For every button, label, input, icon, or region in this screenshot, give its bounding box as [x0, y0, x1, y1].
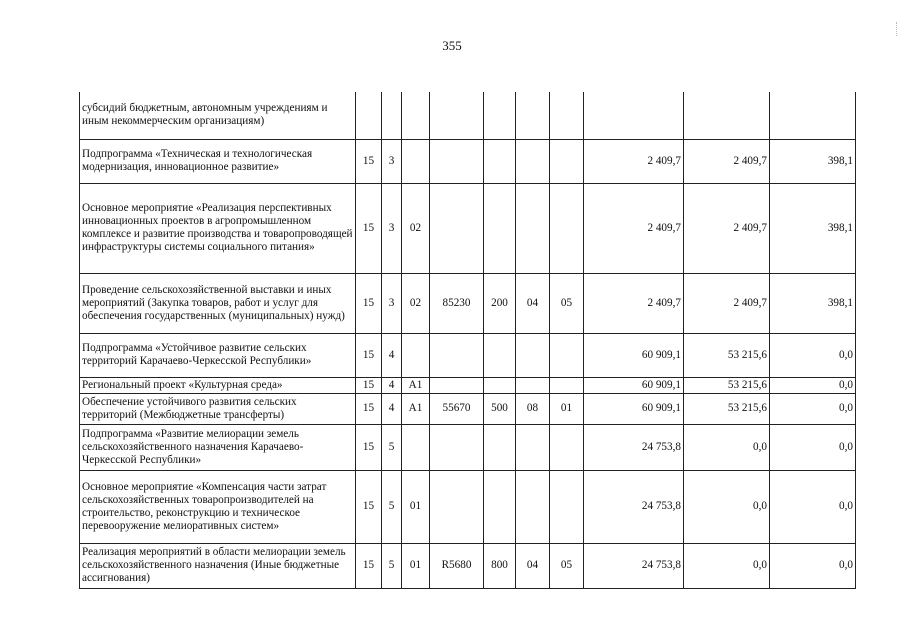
row-name: Основное мероприятие «Компенсация части затрат сельскохозяйственных товаропроизводителей на строительство, реконструкцию и техническое перевооружение мелиоративных систем»	[80, 470, 356, 543]
cell-code-1: 15	[356, 139, 382, 183]
cell-value-1: 2 409,7	[584, 183, 684, 273]
cell-code-3: A1	[402, 377, 430, 393]
cell-code-7: 05	[550, 273, 584, 333]
table-row	[80, 393, 856, 424]
cell-code-7	[550, 424, 584, 470]
page-edge-mark	[896, 22, 900, 36]
cell-code-4	[430, 424, 484, 470]
cell-code-3: 02	[402, 273, 430, 333]
cell-value-1: 2 409,7	[584, 273, 684, 333]
cell-code-2	[382, 92, 402, 139]
cell-code-2: 4	[382, 333, 402, 377]
cell-code-4	[430, 183, 484, 273]
cell-code-5	[484, 139, 516, 183]
row-name: Проведение сельскохозяйственной выставки и иных мероприятий (Закупка товаров, работ и услуг для обеспечения государственных (муниципальных) нужд)	[80, 273, 356, 333]
row-name: Основное мероприятие «Реализация перспективных инновационных проектов в агропромышленном комплексе и развитие производства и товаропроводящей инфраструктуры системы социального питания»	[80, 183, 356, 273]
cell-code-1: 15	[356, 393, 382, 424]
row-name: Подпрограмма «Развитие мелиорации земель сельскохозяйственного назначения Карачаево-Черкесской Республики»	[80, 424, 356, 470]
cell-code-5	[484, 92, 516, 139]
cell-code-3: 02	[402, 183, 430, 273]
cell-code-1: 15	[356, 543, 382, 588]
cell-code-6	[516, 470, 550, 543]
cell-code-4	[430, 470, 484, 543]
cell-value-2: 0,0	[684, 424, 770, 470]
table-row	[80, 543, 856, 588]
table-row	[80, 333, 856, 377]
table-row	[80, 377, 856, 393]
cell-value-3: 0,0	[770, 424, 856, 470]
cell-code-2: 3	[382, 139, 402, 183]
cell-value-2: 53 215,6	[684, 333, 770, 377]
cell-code-7: 05	[550, 543, 584, 588]
cell-code-5: 800	[484, 543, 516, 588]
cell-code-6: 04	[516, 543, 550, 588]
cell-value-3: 0,0	[770, 470, 856, 543]
cell-code-7	[550, 333, 584, 377]
cell-code-1: 15	[356, 424, 382, 470]
cell-code-2: 5	[382, 470, 402, 543]
cell-code-3: 01	[402, 543, 430, 588]
cell-code-1: 15	[356, 377, 382, 393]
table-row	[80, 183, 856, 273]
cell-code-7	[550, 377, 584, 393]
cell-value-1: 2 409,7	[584, 139, 684, 183]
cell-value-1: 24 753,8	[584, 424, 684, 470]
cell-code-7	[550, 92, 584, 139]
cell-value-2: 53 215,6	[684, 377, 770, 393]
cell-value-2: 0,0	[684, 470, 770, 543]
cell-code-1: 15	[356, 333, 382, 377]
cell-value-2: 2 409,7	[684, 139, 770, 183]
cell-code-6	[516, 424, 550, 470]
cell-code-1	[356, 92, 382, 139]
table-row	[80, 92, 856, 139]
cell-code-5	[484, 333, 516, 377]
cell-code-4	[430, 92, 484, 139]
cell-value-2: 2 409,7	[684, 273, 770, 333]
row-name: Обеспечение устойчивого развития сельских территорий (Межбюджетные трансферты)	[80, 393, 356, 424]
cell-code-6	[516, 333, 550, 377]
cell-code-5: 200	[484, 273, 516, 333]
cell-value-3: 398,1	[770, 139, 856, 183]
cell-value-1	[584, 92, 684, 139]
page-number: 355	[442, 38, 462, 53]
cell-code-2: 3	[382, 183, 402, 273]
table-row	[80, 273, 856, 333]
cell-value-2: 2 409,7	[684, 183, 770, 273]
budget-table	[79, 92, 856, 589]
cell-code-5	[484, 183, 516, 273]
cell-value-2: 53 215,6	[684, 393, 770, 424]
row-name: Подпрограмма «Техническая и технологическая модернизация, инновационное развитие»	[80, 139, 356, 183]
cell-value-3: 0,0	[770, 543, 856, 588]
cell-code-7: 01	[550, 393, 584, 424]
row-name: Реализация мероприятий в области мелиорации земель сельскохозяйственного назначения (Иные бюджетные ассигнования)	[80, 543, 356, 588]
cell-code-2: 4	[382, 393, 402, 424]
cell-code-1: 15	[356, 273, 382, 333]
cell-code-6	[516, 377, 550, 393]
cell-code-3: 01	[402, 470, 430, 543]
cell-code-6: 08	[516, 393, 550, 424]
cell-code-3	[402, 424, 430, 470]
cell-code-5	[484, 377, 516, 393]
cell-code-4: R5680	[430, 543, 484, 588]
cell-code-7	[550, 183, 584, 273]
cell-code-6	[516, 92, 550, 139]
cell-value-3: 0,0	[770, 377, 856, 393]
cell-code-4	[430, 139, 484, 183]
cell-value-1: 60 909,1	[584, 377, 684, 393]
cell-value-1: 24 753,8	[584, 543, 684, 588]
cell-value-1: 24 753,8	[584, 470, 684, 543]
cell-code-4: 55670	[430, 393, 484, 424]
cell-value-3	[770, 92, 856, 139]
cell-code-6	[516, 139, 550, 183]
cell-code-4	[430, 377, 484, 393]
cell-code-2: 4	[382, 377, 402, 393]
row-name: субсидий бюджетным, автономным учреждениям и иным некоммерческим организациям)	[80, 92, 356, 139]
cell-code-6	[516, 183, 550, 273]
cell-code-3: A1	[402, 393, 430, 424]
cell-value-3: 0,0	[770, 333, 856, 377]
cell-code-4: 85230	[430, 273, 484, 333]
cell-code-5	[484, 470, 516, 543]
cell-code-5	[484, 424, 516, 470]
cell-value-3: 398,1	[770, 183, 856, 273]
cell-code-3	[402, 139, 430, 183]
table-row	[80, 470, 856, 543]
cell-code-1: 15	[356, 470, 382, 543]
cell-value-1: 60 909,1	[584, 333, 684, 377]
cell-code-3	[402, 92, 430, 139]
cell-value-1: 60 909,1	[584, 393, 684, 424]
cell-code-6: 04	[516, 273, 550, 333]
cell-value-3: 0,0	[770, 393, 856, 424]
cell-code-7	[550, 139, 584, 183]
row-name: Региональный проект «Культурная среда»	[80, 377, 356, 393]
table-row	[80, 139, 856, 183]
row-name: Подпрограмма «Устойчивое развитие сельских территорий Карачаево-Черкесской Республики»	[80, 333, 356, 377]
cell-code-7	[550, 470, 584, 543]
cell-value-3: 398,1	[770, 273, 856, 333]
cell-code-2: 5	[382, 543, 402, 588]
cell-code-2: 5	[382, 424, 402, 470]
cell-code-1: 15	[356, 183, 382, 273]
table-row	[80, 424, 856, 470]
cell-code-5: 500	[484, 393, 516, 424]
cell-code-3	[402, 333, 430, 377]
cell-code-2: 3	[382, 273, 402, 333]
cell-value-2: 0,0	[684, 543, 770, 588]
cell-code-4	[430, 333, 484, 377]
cell-value-2	[684, 92, 770, 139]
